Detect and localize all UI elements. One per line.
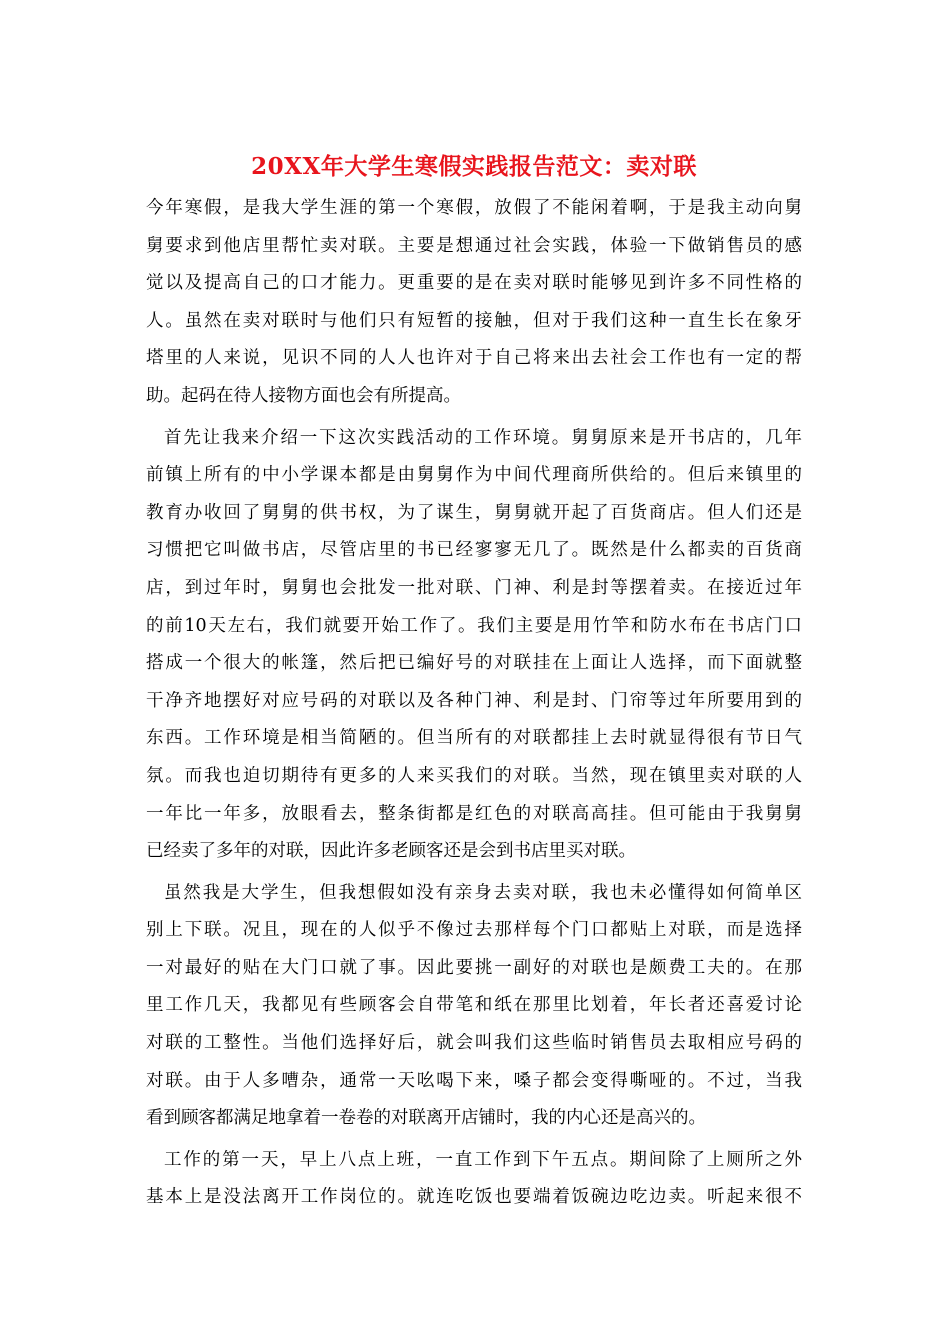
paragraph-2 [146, 420, 802, 871]
paragraph-4 [146, 1142, 802, 1217]
text-line: 已经卖了多年的对联，因此许多老顾客还是会到书店里买对联。 [146, 841, 636, 862]
text-line: 教育办收回了舅舅的供书权，为了谋生，舅舅就开起了百货商店。但人们还是 [146, 502, 802, 523]
document-body [146, 190, 802, 1221]
text-line: 首先让我来介绍一下这次实践活动的工作环境。舅舅原来是开书店的，几年 [164, 427, 802, 448]
paragraph-3 [146, 875, 802, 1138]
text-line: 觉以及提高自己的口才能力。更重要的是在卖对联时能够见到许多不同性格的 [146, 273, 802, 294]
text-line: 人。虽然在卖对联时与他们只有短暂的接触，但对于我们这种一直生长在象牙 [146, 310, 802, 331]
text-line: 对联的工整性。当他们选择好后，就会叫我们这些临时销售员去取相应号码的 [146, 1033, 802, 1054]
document-title: 20XX年大学生寒假实践报告范文：卖对联 [251, 153, 697, 180]
text-line: 干净齐地摆好对应号码的对联以及各种门神、利是封、门帘等过年所要用到的 [146, 690, 802, 711]
text-line: 助。起码在待人接物方面也会有所提高。 [146, 385, 461, 406]
text-line: 习惯把它叫做书店，尽管店里的书已经寥寥无几了。既然是什么都卖的百货商 [146, 540, 802, 561]
text-line: 塔里的人来说，见识不同的人人也许对于自己将来出去社会工作也有一定的帮 [146, 348, 802, 369]
text-line: 一对最好的贴在大门口就了事。因此要挑一副好的对联也是颇费工夫的。在那 [146, 957, 802, 978]
text-line: 工作的第一天，早上八点上班，一直工作到下午五点。期间除了上厕所之外 [164, 1149, 802, 1170]
text-line: 看到顾客都满足地拿着一卷卷的对联离开店铺时，我的内心还是高兴的。 [146, 1108, 706, 1129]
text-line: 的前10天左右，我们就要开始工作了。我们主要是用竹竿和防水布在书店门口 [146, 615, 802, 636]
text-line: 东西。工作环境是相当简陋的。但当所有的对联都挂上去时就显得很有节日气 [146, 728, 802, 749]
text-line: 舅要求到他店里帮忙卖对联。主要是想通过社会实践，体验一下做销售员的感 [146, 235, 802, 256]
text-line: 店，到过年时，舅舅也会批发一批对联、门神、利是封等摆着卖。在接近过年 [146, 577, 802, 598]
paragraph-1 [146, 190, 802, 416]
text-line: 搭成一个很大的帐篷，然后把已编好号的对联挂在上面让人选择，而下面就整 [146, 653, 802, 674]
text-line: 对联。由于人多嘈杂，通常一天吆喝下来，嗓子都会变得嘶哑的。不过，当我 [146, 1070, 802, 1091]
text-line: 基本上是没法离开工作岗位的。就连吃饭也要端着饭碗边吃边卖。听起来很不 [146, 1187, 802, 1208]
text-line: 今年寒假，是我大学生涯的第一个寒假，放假了不能闲着啊，于是我主动向舅 [146, 198, 802, 218]
text-line: 一年比一年多，放眼看去，整条街都是红色的对联高高挂。但可能由于我舅舅 [146, 803, 802, 824]
text-line: 虽然我是大学生，但我想假如没有亲身去卖对联，我也未必懂得如何简单区 [164, 882, 802, 903]
text-line: 别上下联。况且，现在的人似乎不像过去那样每个门口都贴上对联，而是选择 [146, 920, 802, 941]
text-line: 前镇上所有的中小学课本都是由舅舅作为中间代理商所供给的。但后来镇里的 [146, 465, 802, 486]
text-line: 氛。而我也迫切期待有更多的人来买我们的对联。当然，现在镇里卖对联的人 [146, 765, 802, 786]
text-line: 里工作几天，我都见有些顾客会自带笔和纸在那里比划着，年长者还喜爱讨论 [146, 995, 802, 1016]
